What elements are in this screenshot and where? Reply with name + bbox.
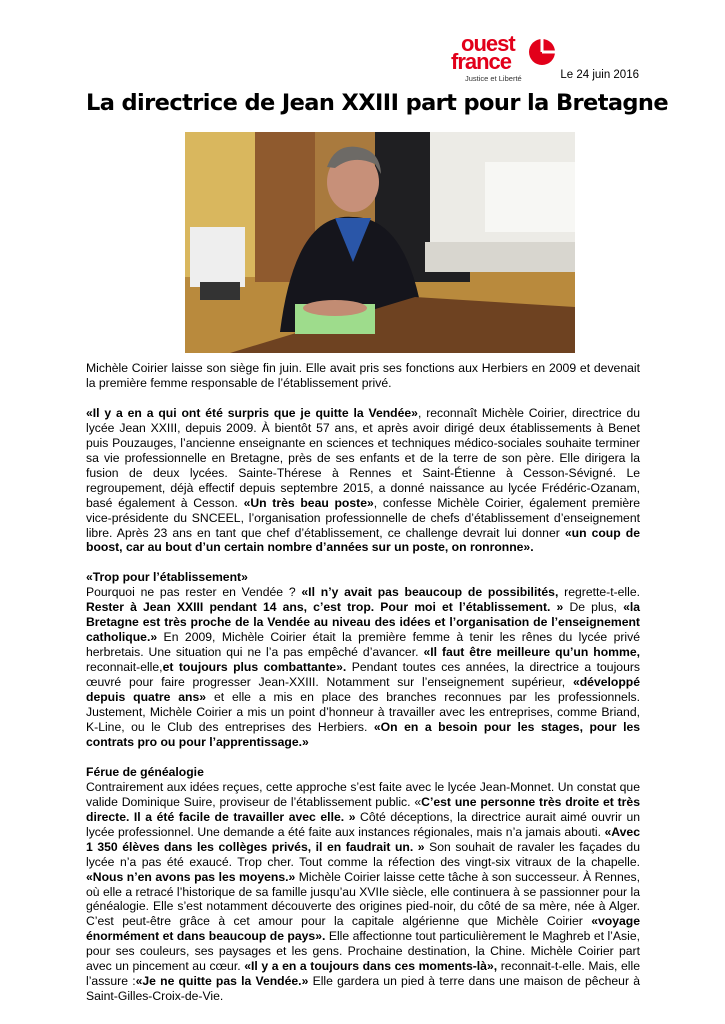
logo-word-france: france	[451, 49, 512, 74]
quote-text: et toujours plus combattante».	[162, 660, 347, 675]
quote-text: «Il n’y avait pas beaucoup de possibilités,	[301, 585, 559, 600]
body-text: Son souhait de ravaler les façades du lycée n’a pas été exaucé. Trop cher. Tout comme la réfection des vingt-six vitraux de la chapelle.	[86, 839, 640, 869]
article-body	[86, 361, 640, 1004]
body-text: Pendant toutes ces années, la directrice a toujours œuvré pour faire progresser Jean-XXIII. Notamment sur l’enseignement supérieur,	[86, 660, 640, 690]
body-text: reconnait-elle,	[86, 660, 163, 675]
quote-text: «la Bretagne est très proche de la Vendée au niveau des idées et l’organisation de l’enseignement catholique.»	[86, 600, 641, 645]
article-intro: Michèle Coirier laisse son siège fin juin. Elle avait pris ses fonctions aux Herbiers en 2009 et devenait la première femme responsable de l’établissement privé.	[86, 361, 640, 390]
body-text: Elle gardera un pied à terre dans une maison de pêcheur à Saint-Gilles-Croix-de-Vie.	[86, 974, 640, 1004]
body-text: , reconnaît Michèle Coirier, directrice du lycée Jean XXIII, depuis 2009. À bientôt 57 ans, et après avoir dirigé deux établissements à Benet puis Pouzauges, l’ancienne enseignante en sciences et techniques médico-sociales souhaite terminer sa vie professionnelle en Bretagne, près de ses enfants et de la terre de son père. Elle dirigera la fusion de deux lycées. Sainte-Thérese à Rennes et Saint-Étienne à Cesson-Sévigné. Le regroupement, déjà effectif depuis septembre 2015, a donné naissance au lycée Frédéric-Ozanam, basé également à Cesson.	[86, 405, 641, 510]
quote-text: «un coup de boost, car au bout d’un certain nombre d’années sur un poste, on ronronne».	[86, 525, 640, 555]
body-text: Michèle Coirier laisse cette tâche à son successeur. À Rennes, où elle a retracé l’historique de sa famille jusqu’au XVIIe siècle, elle continuera à se passionner pour la généalogie. Elle s’est notamment découverte des origines pied-noir, du côté de sa mère, née à Alger. C’est peut-être grâce à cet amour pour la capitale algérienne que Michèle Coirier	[86, 869, 640, 929]
section-heading: Férue de généalogie	[86, 764, 204, 779]
quote-text: «Un très beau poste»	[243, 495, 374, 510]
logo-tagline: Justice et Liberté	[465, 74, 522, 83]
body-text: regrette-t-elle.	[558, 585, 641, 600]
body-text: De plus,	[563, 600, 624, 615]
quote-text: «Il y a en a toujours dans ces moments-là»,	[244, 959, 498, 974]
article-title: La directrice de Jean XXIII part pour la Bretagne	[86, 90, 669, 116]
quote-text: Rester à Jean XXIII pendant 14 ans, c’est trop. Pour moi et l’établissement. »	[86, 600, 564, 615]
body-text: Côté déceptions, la directrice aurait aimé ouvrir un lycée professionnel. Une demande a été faite aux instances régionales, mais n’a jamais abouti.	[86, 809, 640, 839]
body-text: et elle a mis en place des branches reconnues par les professionnels. Justement, Michèle Coirier a mis un point d’honneur à travailler avec les entreprises, comme Briand, K-Line, ou le Club des entreprises des Herbiers.	[86, 690, 641, 734]
quote-text: «Avec 1 350 élèves dans les collèges privés, il en faudrait un. »	[86, 824, 640, 854]
logo-mark-icon	[528, 38, 556, 66]
article-photo	[185, 132, 575, 353]
body-text: , confesse Michèle Coirier, également première vice-présidente du SNCEEL, l’organisation professionnelle de chefs d’établissement d’enseignement libre. Après 23 ans en tant que chef d’établissement, ce challenge devrait lui donner	[86, 495, 640, 540]
publication-date: Le 24 juin 2016	[560, 69, 639, 81]
section-heading: «Trop pour l’établissement»	[86, 570, 248, 585]
ouest-france-logo	[441, 31, 555, 86]
logo-word-ouest: ouest	[461, 31, 515, 56]
quote-text: «On en a besoin pour les stages, pour les contrats pro ou pour l’apprentissage.»	[86, 719, 641, 749]
quote-text: «voyage énormément et dans beaucoup de pays».	[86, 914, 640, 944]
body-text: En 2009, Michèle Coirier était la première femme à tenir les rênes du lycée privé herbretais. Une situation qui ne l’a pas empêché d’avancer.	[86, 630, 640, 660]
quote-text: «Il faut être meilleure qu’un homme,	[423, 645, 640, 660]
body-text: Pourquoi ne pas rester en Vendée ?	[86, 585, 302, 600]
quote-text: «Je ne quitte pas la Vendée.»	[135, 974, 309, 989]
article-paragraph	[86, 780, 640, 1004]
body-text: Elle affectionne tout particulièrement le Maghreb et l’Asie, pour ses couleurs, ses paysages et les gens. Prochaine destination, la Chine. Michèle Coirier part avec un pincement au cœur.	[86, 929, 640, 974]
quote-text: «développé depuis quatre ans»	[86, 675, 640, 705]
body-text: Contrairement aux idées reçues, cette approche s’est faite avec le lycée Jean-Monnet. Un constat que valide Dominique Suire, proviseur de l’établissement public. «	[86, 779, 640, 809]
article-paragraph	[86, 406, 640, 556]
quote-text: «Nous n’en avons pas les moyens.»	[86, 869, 296, 884]
body-text: reconnait-t-elle. Mais, elle l’assure :	[86, 959, 641, 989]
quote-text: «Il y a en a qui ont été surpris que je quitte la Vendée»	[86, 405, 418, 420]
article-paragraph	[86, 585, 640, 749]
quote-text: C’est une personne très droite et très directe. Il a été facile de travailler avec elle. »	[86, 794, 640, 824]
